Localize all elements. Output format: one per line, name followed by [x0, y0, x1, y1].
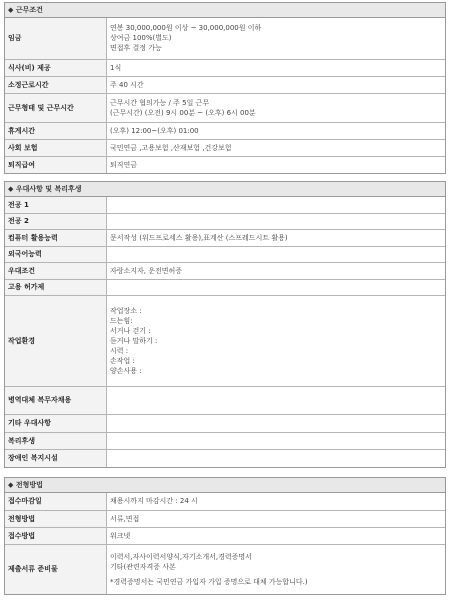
retirement-label: 퇴직급여: [5, 156, 107, 173]
method-row: [5, 510, 445, 527]
work-type-label: 근무형태 및 근무시간: [5, 93, 107, 122]
selection-process-title: ◆ 전형방법: [5, 478, 445, 493]
military-row: [5, 386, 445, 414]
work-conditions-title: ◆ 근무조건: [5, 3, 445, 18]
disabled-facility-label: 장애인 복지시설: [5, 449, 107, 467]
hours-row: [5, 76, 445, 93]
preference-value: 자랑소지자, 운전면허증: [107, 262, 446, 279]
retirement-value: 퇴직연금: [107, 156, 446, 173]
meal-label: 식사(비) 제공: [5, 59, 107, 76]
method-label: 전형방법: [5, 510, 107, 527]
break-label: 휴게시간: [5, 122, 107, 139]
salary-line: 연봉 30,000,000원 이상 ~ 30,000,000원 이하: [110, 24, 262, 33]
work-conditions-table: [5, 18, 445, 173]
work-env-line: 드는힘:: [110, 316, 133, 325]
apply-method-value: 워크넷: [107, 527, 446, 544]
work-type-line: (근무시간) (오전) 9시 00분 ~ (오후) 6시 00분: [110, 108, 256, 117]
welfare-value: [107, 432, 446, 449]
major1-value: [107, 197, 446, 213]
computer-value: 문서작성 (워드프로세스 활용),표계산 (스프레드시트 활용): [107, 229, 446, 246]
work-env-line: 손작업 :: [110, 356, 135, 365]
meal-value: 1식: [107, 59, 446, 76]
work-type-line: 근무시간 협의가능 / 주 5일 근무: [110, 98, 210, 107]
work-env-value: [107, 295, 446, 386]
salary-label: 임금: [5, 18, 107, 59]
major2-value: [107, 213, 446, 229]
break-value: (오후) 12:00~(오후) 01:00: [107, 122, 446, 139]
preferences-title: ◆ 우대사항 및 복리후생: [5, 182, 445, 197]
preference-label: 우대조건: [5, 262, 107, 279]
documents-row: [5, 544, 445, 594]
preferences-section: [4, 181, 446, 468]
disabled-facility-row: [5, 449, 445, 467]
work-env-line: 양손사용 :: [110, 366, 142, 375]
other-pref-row: [5, 414, 445, 432]
major1-label: 전공 1: [5, 197, 107, 213]
work-env-label: 작업환경: [5, 295, 107, 386]
insurance-row: [5, 139, 445, 156]
work-env-row: [5, 295, 445, 386]
insurance-value: 국민연금 ,고용보험 ,산재보험 ,건강보험: [107, 139, 446, 156]
employment-permit-row: [5, 279, 445, 295]
military-value: [107, 386, 446, 414]
language-row: [5, 246, 445, 262]
military-label: 병역대체 복무자채용: [5, 386, 107, 414]
other-pref-value: [107, 414, 446, 432]
work-type-row: [5, 93, 445, 122]
meal-row: [5, 59, 445, 76]
work-env-line: 작업장소 :: [110, 306, 142, 315]
welfare-row: [5, 432, 445, 449]
work-env-line: 서거나 걷기 :: [110, 326, 151, 335]
employment-permit-value: [107, 279, 446, 295]
retirement-row: [5, 156, 445, 173]
work-type-value: [107, 93, 446, 122]
deadline-label: 접수마감일: [5, 493, 107, 510]
documents-line: 이력서,자사이력서양식,자기소개서,경력증명서: [110, 552, 252, 561]
work-env-line: 듣거나 말하기 :: [110, 336, 158, 345]
language-value: [107, 246, 446, 262]
selection-process-table: [5, 493, 445, 594]
selection-process-section: [4, 477, 446, 595]
insurance-label: 사회 보험: [5, 139, 107, 156]
major2-row: [5, 213, 445, 229]
method-value: 서류,면접: [107, 510, 446, 527]
preference-row: [5, 262, 445, 279]
documents-value: [107, 544, 446, 594]
language-label: 외국어능력: [5, 246, 107, 262]
salary-line: 면접후 결정 가능: [110, 44, 162, 53]
computer-label: 컴퓨터 활용능력: [5, 229, 107, 246]
documents-label: 제출서류 준비물: [5, 544, 107, 594]
work-env-line: 시력 :: [110, 346, 129, 355]
work-conditions-section: [4, 2, 446, 174]
deadline-row: [5, 493, 445, 510]
major1-row: [5, 197, 445, 213]
deadline-value: 채용시까지 마감시간 : 24 시: [110, 497, 198, 506]
other-pref-label: 기타 우대사항: [5, 414, 107, 432]
hours-label: 소정근로시간: [5, 76, 107, 93]
apply-method-label: 접수방법: [5, 527, 107, 544]
disabled-facility-value: [107, 449, 446, 467]
computer-row: [5, 229, 445, 246]
apply-method-row: [5, 527, 445, 544]
salary-row: [5, 18, 445, 59]
employment-permit-label: 고용 허가제: [5, 279, 107, 295]
documents-note: *경력증명서는 국민연금 가입자 가입 증명으로 대체 가능합니다.): [110, 577, 308, 586]
welfare-label: 복리후생: [5, 432, 107, 449]
documents-line: 기타(관련자격증 사본: [110, 562, 176, 571]
major2-label: 전공 2: [5, 213, 107, 229]
hours-value: 주 40 시간: [107, 76, 446, 93]
salary-value: [107, 18, 446, 59]
preferences-table: [5, 197, 445, 467]
break-row: [5, 122, 445, 139]
salary-line: 상여금 100%(별도): [110, 34, 172, 43]
